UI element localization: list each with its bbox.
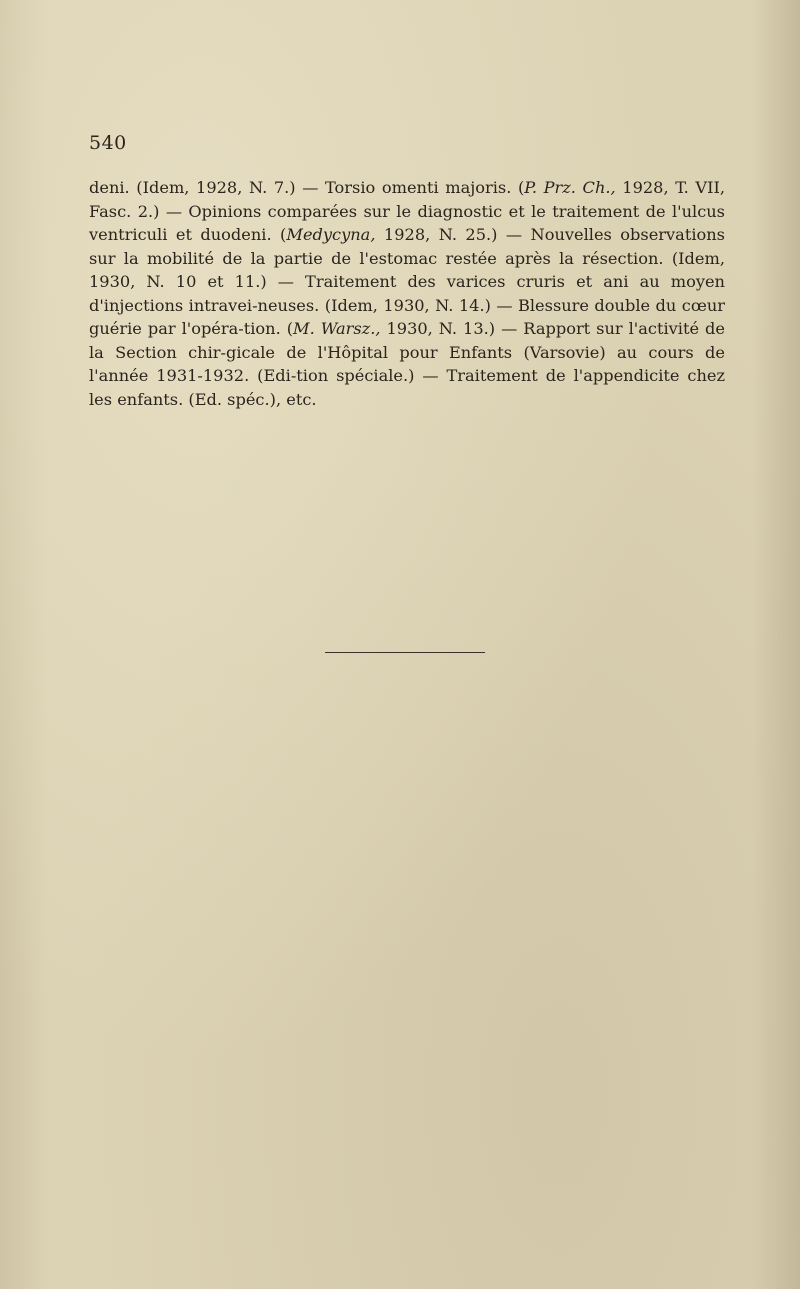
journal-title-italic: P. Prz. Ch., <box>524 178 616 197</box>
text-segment: 1928, N. 25.) — Nouvelles observations sur la mobilité de la partie de l'estomac restée après la résection. (Idem, 1930, N. 10 et 11.) — Traitement des varices cruris et ani au moyen d'injections intravei-neuses. (Idem, 1930, N. 14.) — Blessure double du cœur guérie par l'opéra-tion. ( <box>89 225 725 338</box>
journal-title-italic: M. Warsz., <box>293 319 381 338</box>
section-divider-rule <box>325 652 485 653</box>
text-segment: 1928, T. VII, Fasc. 2.) — Opinions comparées sur le diagnostic et le traitement de l'ulcus ventriculi et duodeni. ( <box>89 178 726 244</box>
text-segment: 1930, N. 13.) — Rapport sur l'activité de la Section chir-gicale de l'Hôpital pour Enfants (Varsovie) au cours de l'année 1931-1932. (Edi-tion spéciale.) — Traitement de l'appendicite chez les enfants. (Ed. spéc.), etc. <box>89 319 725 409</box>
bibliography-paragraph <box>89 176 725 411</box>
text-segment: deni. (Idem, 1928, N. 7.) — Torsio omenti majoris. ( <box>89 178 525 197</box>
page-number: 540 <box>89 132 127 154</box>
journal-title-italic: Medycyna, <box>286 225 376 244</box>
